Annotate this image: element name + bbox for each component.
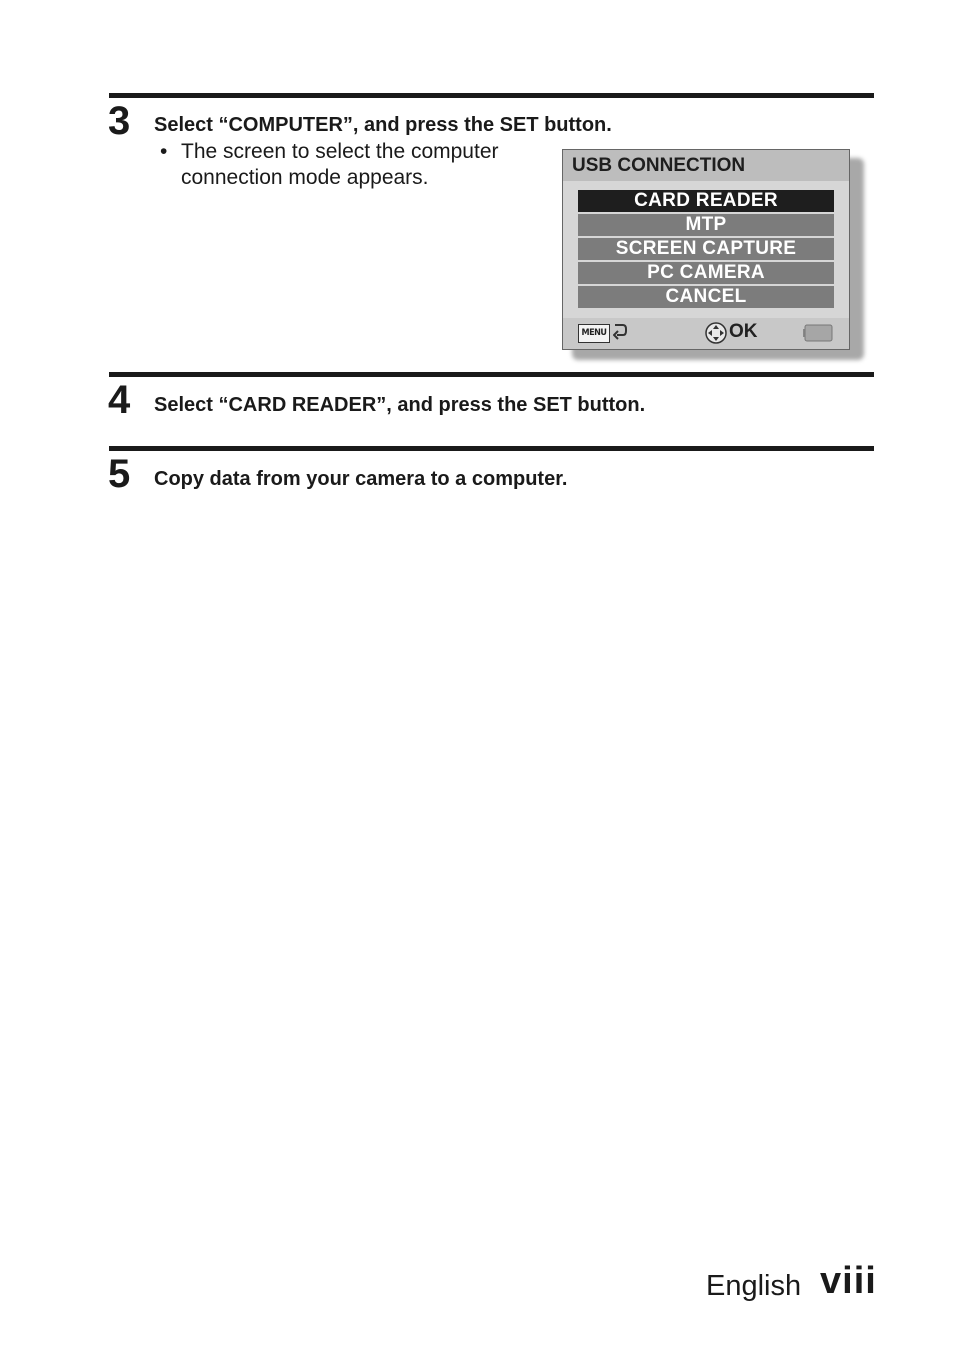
screen-bottom-bar bbox=[563, 318, 849, 349]
step-3-rule bbox=[109, 93, 874, 98]
step-3-instruction: Select “COMPUTER”, and press the SET button. bbox=[154, 114, 612, 136]
menu-button-icon: MENU bbox=[578, 324, 610, 343]
battery-icon bbox=[803, 324, 833, 342]
menu-item-pc-camera[interactable]: PC CAMERA bbox=[578, 262, 834, 284]
bullet-text: The screen to select the computer connection mode appears. bbox=[181, 140, 499, 189]
footer-language: English bbox=[706, 1270, 802, 1302]
screen-title: USB CONNECTION bbox=[572, 155, 746, 176]
step-4-instruction: Select “CARD READER”, and press the SET button. bbox=[154, 394, 646, 416]
menu-item-card-reader[interactable]: CARD READER bbox=[578, 190, 834, 212]
dpad-icon bbox=[705, 322, 727, 344]
step-3-number: 3 bbox=[108, 99, 131, 143]
step-5-number: 5 bbox=[108, 452, 131, 496]
step-3-bullet bbox=[160, 139, 531, 191]
step-4-number: 4 bbox=[108, 378, 131, 422]
connection-menu bbox=[578, 190, 834, 310]
usb-connection-screen bbox=[562, 149, 850, 350]
ok-label: OK bbox=[729, 321, 758, 342]
bullet-marker: • bbox=[160, 140, 168, 163]
menu-item-screen-capture[interactable]: SCREEN CAPTURE bbox=[578, 238, 834, 260]
page-number: viii bbox=[820, 1260, 877, 1302]
step-5-instruction: Copy data from your camera to a computer. bbox=[154, 468, 568, 490]
return-icon bbox=[613, 322, 627, 340]
menu-item-mtp[interactable]: MTP bbox=[578, 214, 834, 236]
menu-item-cancel[interactable]: CANCEL bbox=[578, 286, 834, 308]
screen-title-bar bbox=[563, 150, 849, 181]
step-4-rule bbox=[109, 372, 874, 377]
step-5-rule bbox=[109, 446, 874, 451]
